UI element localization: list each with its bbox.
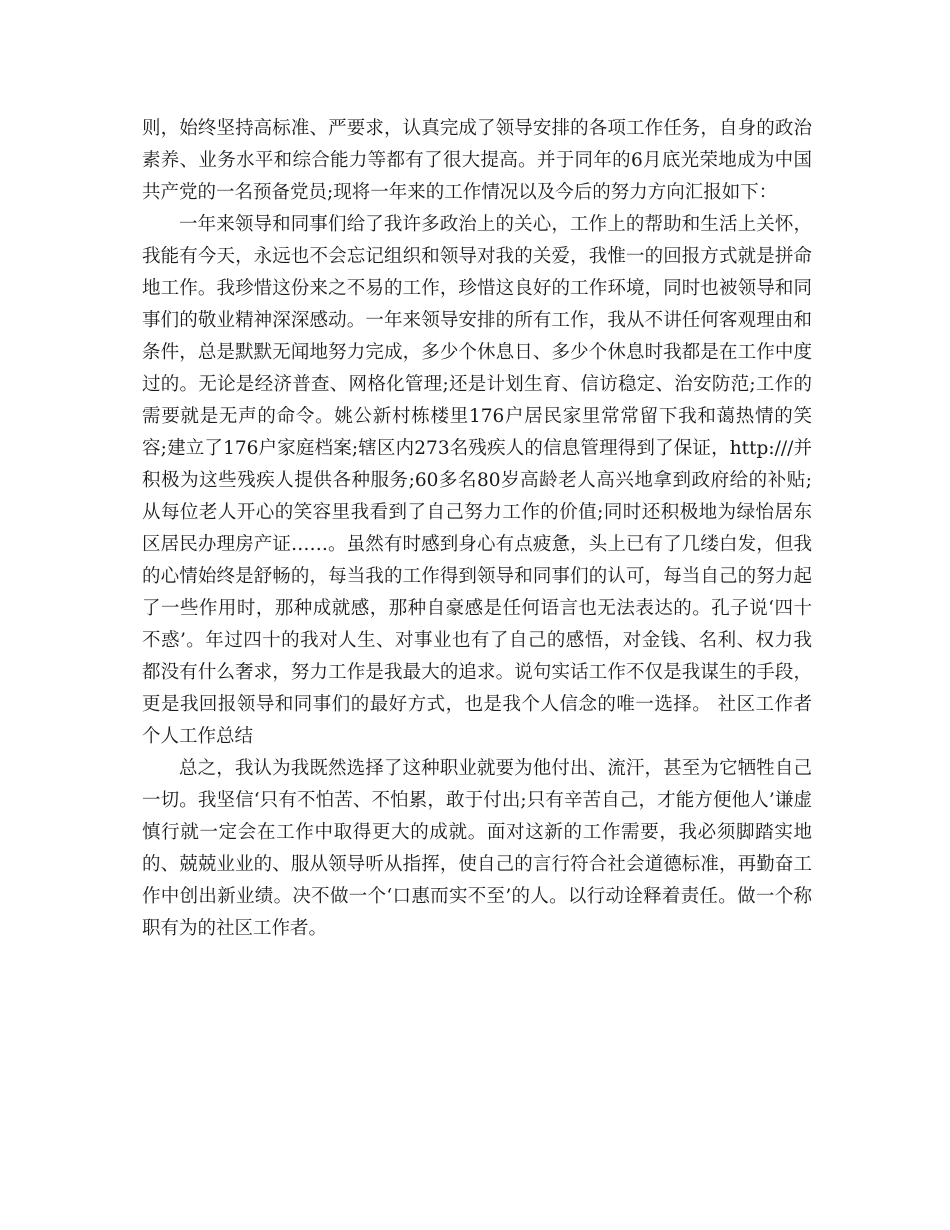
paragraph-intro: 则，始终坚持高标准、严要求，认真完成了领导安排的各项工作任务，自身的政治素养、业务水平和综合能力等都有了很大提高。并于同年的6月底光荣地成为中国共产党的一名预备党员;现将一年来的工作情况以及今后的努力方向汇报如下： [142, 118, 812, 203]
paragraph-work-summary: 一年来领导和同事们给了我许多政治上的关心，工作上的帮助和生活上关怀，我能有今天，永远也不会忘记组织和领导对我的关爱，我惟一的回报方式就是拼命地工作。我珍惜这份来之不易的工作，珍惜这良好的工作环境，同时也被领导和同事们的敬业精神深深感动。一年来领导安排的所有工作，我从不讲任何客观理由和条件，总是默默无闻地努力完成，多少个休息日、多少个休息时我都是在工作中度过的。无论是经济普查、网格化管理;还是计划生育、信访稳定、治安防范;工作的需要就是无声的命令。姚公新村栋楼里176户居民家里常常留下我和蔼热情的笑容;建立了176户家庭档案;辖区内273名残疾人的信息管理得到了保证，http:///并积极为这些残疾人提供各种服务;60多名80岁高龄老人高兴地拿到政府给的补贴;从每位老人开心的笑容里我看到了自己努力工作的价值;同时还积极地为绿怡居东区居民办理房产证……。虽然有时感到身心有点疲惫，头上已有了几缕白发，但我的心情始终是舒畅的，每当我的工作得到领导和同事们的认可，每当自己的努力起了一些作用时，那种成就感，那种自豪感是任何语言也无法表达的。孔子说‘四十不惑’。年过四十的我对人生、对事业也有了自己的感悟，对金钱、名利、权力我都没有什么奢求，努力工作是我最大的追求。说句实话工作不仅是我谋生的手段，更是我回报领导和同事们的最好方式，也是我个人信念的唯一选择。 社区工作者个人工作总结 [142, 214, 812, 747]
document-body [142, 113, 812, 945]
paragraph-conclusion: 总之，我认为我既然选择了这种职业就要为他付出、流汗，甚至为它牺牲自己一切。我坚信‘只有不怕苦、不怕累，敢于付出;只有辛苦自己，才能方便他人’谦虚慎行就一定会在工作中取得更大的成就。面对这新的工作需要，我必须脚踏实地的、兢兢业业的、服从领导听从指挥，使自己的言行符合社会道德标准，再勤奋工作中创出新业绩。决不做一个‘口惠而实不至’的人。以行动诠释着责任。做一个称职有为的社区工作者。 [142, 758, 812, 939]
